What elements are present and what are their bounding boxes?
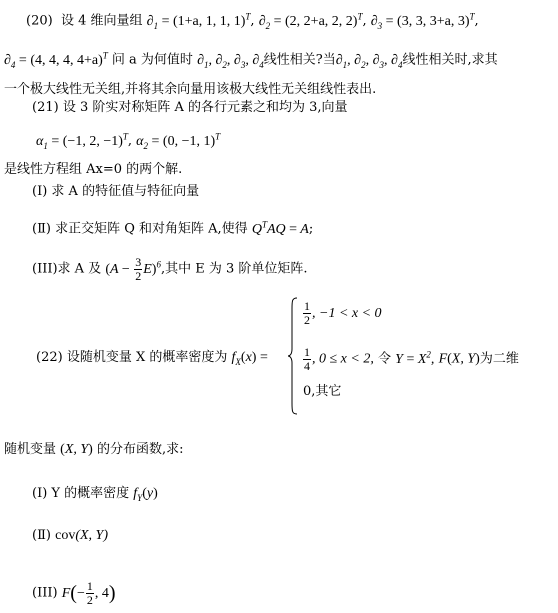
- q20-vector-a2: $\partial_2 = (2$, 2+a, 2, 2)$^T$: [258, 11, 363, 31]
- q20-label: (20): [26, 13, 53, 29]
- q20-set-2: $\partial_1$, $\partial_2$, $\partial_3$, $\partial_4$: [335, 52, 403, 70]
- q22-case2-cond: , 0 ≤ x < 2,: [312, 351, 374, 367]
- q20-set: $\partial_1$, $\partial_2$, $\partial_3$, $\partial_4$: [197, 52, 264, 70]
- q22-case3: 0,其它: [303, 384, 342, 399]
- q21-part2-eq: $Q^TAQ = A$: [251, 219, 309, 237]
- q21-label: (21): [32, 100, 59, 115]
- q21-intro: 设 3 阶实对称矩阵 A 的各行元素之和均为 3,向量: [62, 100, 348, 115]
- q22-label: (22): [36, 350, 63, 365]
- q22-part2-prefix: (Ⅱ): [32, 528, 51, 543]
- q20-line1: (20) 设 4 维向量组 $\partial_1 = (1+a$, 1, 1, 1)$^T$, $\partial_2 = (2$, 2+a, 2, 2)$^T$, $\partial_3 = (3$, 3, 3+a, 3)$^T$,: [26, 11, 479, 31]
- q22-line1: [36, 348, 268, 372]
- q22-let: 令: [378, 351, 392, 367]
- q21-part1: (Ⅰ) 求 A 的特征值与特征向量: [32, 184, 200, 199]
- q21-part3: [32, 254, 308, 283]
- q22-part3-prefix: (III): [32, 585, 58, 601]
- q20-intro: 设 4 维向量组: [60, 13, 143, 29]
- q20-vector-a4: $\partial_4 = (4$, 4, 4, 4+a)$^T$: [4, 50, 108, 70]
- q21-part3-expr: (A − $\frac{3}{2}$ E)$^6$: [105, 254, 161, 283]
- fraction-1-2: $\frac{1}{2}$: [304, 299, 310, 327]
- q21-vectors: $\alpha_1 = (-1$, 2, −1)$^T$, $\alpha_2 = (0$, −1, 1)$^T$: [36, 131, 221, 151]
- q21-alpha1: $\alpha_1 = (-1$, 2, −1)$^T$: [36, 131, 128, 151]
- q22-line2: [4, 440, 184, 460]
- q22-xy: (X, Y): [60, 442, 93, 457]
- q20-vector-a1: $\partial_1 = (1+a$, 1, 1, 1)$^T$: [146, 11, 251, 31]
- q20-vector-a3: $\partial_3 = (3$, 3, 3+a, 3)$^T$: [370, 11, 475, 31]
- q20-line3: 一个极大线性无关组,并将其余向量用该极大线性无关组线性表出.: [4, 82, 377, 97]
- q21-part2-prefix: (Ⅱ) 求正交矩阵 Q 和对角矩阵 A,使得: [32, 221, 248, 237]
- q22-part3: [32, 580, 116, 607]
- q22-case1-cond: , −1 < x < 0: [312, 306, 382, 321]
- q22-line2-prefix: 随机变量: [4, 442, 57, 457]
- q21-part3-prefix: (III)求 A 及: [32, 261, 102, 277]
- q20-line2: [4, 45, 498, 74]
- fraction-1-4: $\frac{1}{4}$: [304, 344, 310, 373]
- fraction-3-2: $\frac{3}{2}$: [135, 254, 142, 283]
- q21-part2: (Ⅱ) 求正交矩阵 Q 和对角矩阵 A,使得 $Q^TAQ = A$;: [32, 219, 314, 237]
- q22-part2-expr: cov(X, Y): [55, 528, 109, 543]
- q22-intro: 设随机变量 X 的概率密度为: [66, 350, 228, 365]
- q22-case2: [302, 344, 519, 373]
- q22-part1: [32, 484, 158, 508]
- q22-y-def: $Y = X^2$,: [395, 349, 435, 367]
- q21-line1: [32, 98, 348, 118]
- q20-dependent: 线性相关?当: [263, 52, 336, 68]
- q21-solutions: 是线性方程组 Ax=0 的两个解.: [4, 162, 183, 177]
- q22-part3-expr: F(− $\frac{1}{2}$ , 4): [61, 579, 116, 607]
- q22-dist: 的分布函数,求:: [96, 442, 184, 457]
- q22-case1: [302, 300, 382, 327]
- q21-alpha2: $\alpha_2 = (0$, −1, 1)$^T$: [136, 131, 221, 151]
- fraction-1-2b: $\frac{1}{2}$: [86, 579, 93, 607]
- q22-part2: [32, 526, 108, 546]
- q20-dependent-when: 线性相关时,求其: [402, 52, 498, 68]
- q22-part1-expr: $f_Y(y)$: [133, 486, 158, 503]
- q22-fxy: F(X, Y): [438, 351, 480, 367]
- q22-part1-prefix: (Ⅰ) Y 的概率密度: [32, 486, 130, 501]
- q20-ask-when: 问 a 为何值时: [111, 52, 193, 68]
- piecewise-brace: [287, 297, 299, 415]
- q21-part3-suffix: ,其中 E 为 3 阶单位矩阵.: [160, 261, 308, 277]
- q22-is-2d: 为二维: [479, 351, 519, 367]
- q22-fx: $f_X(x)$ =: [231, 350, 268, 367]
